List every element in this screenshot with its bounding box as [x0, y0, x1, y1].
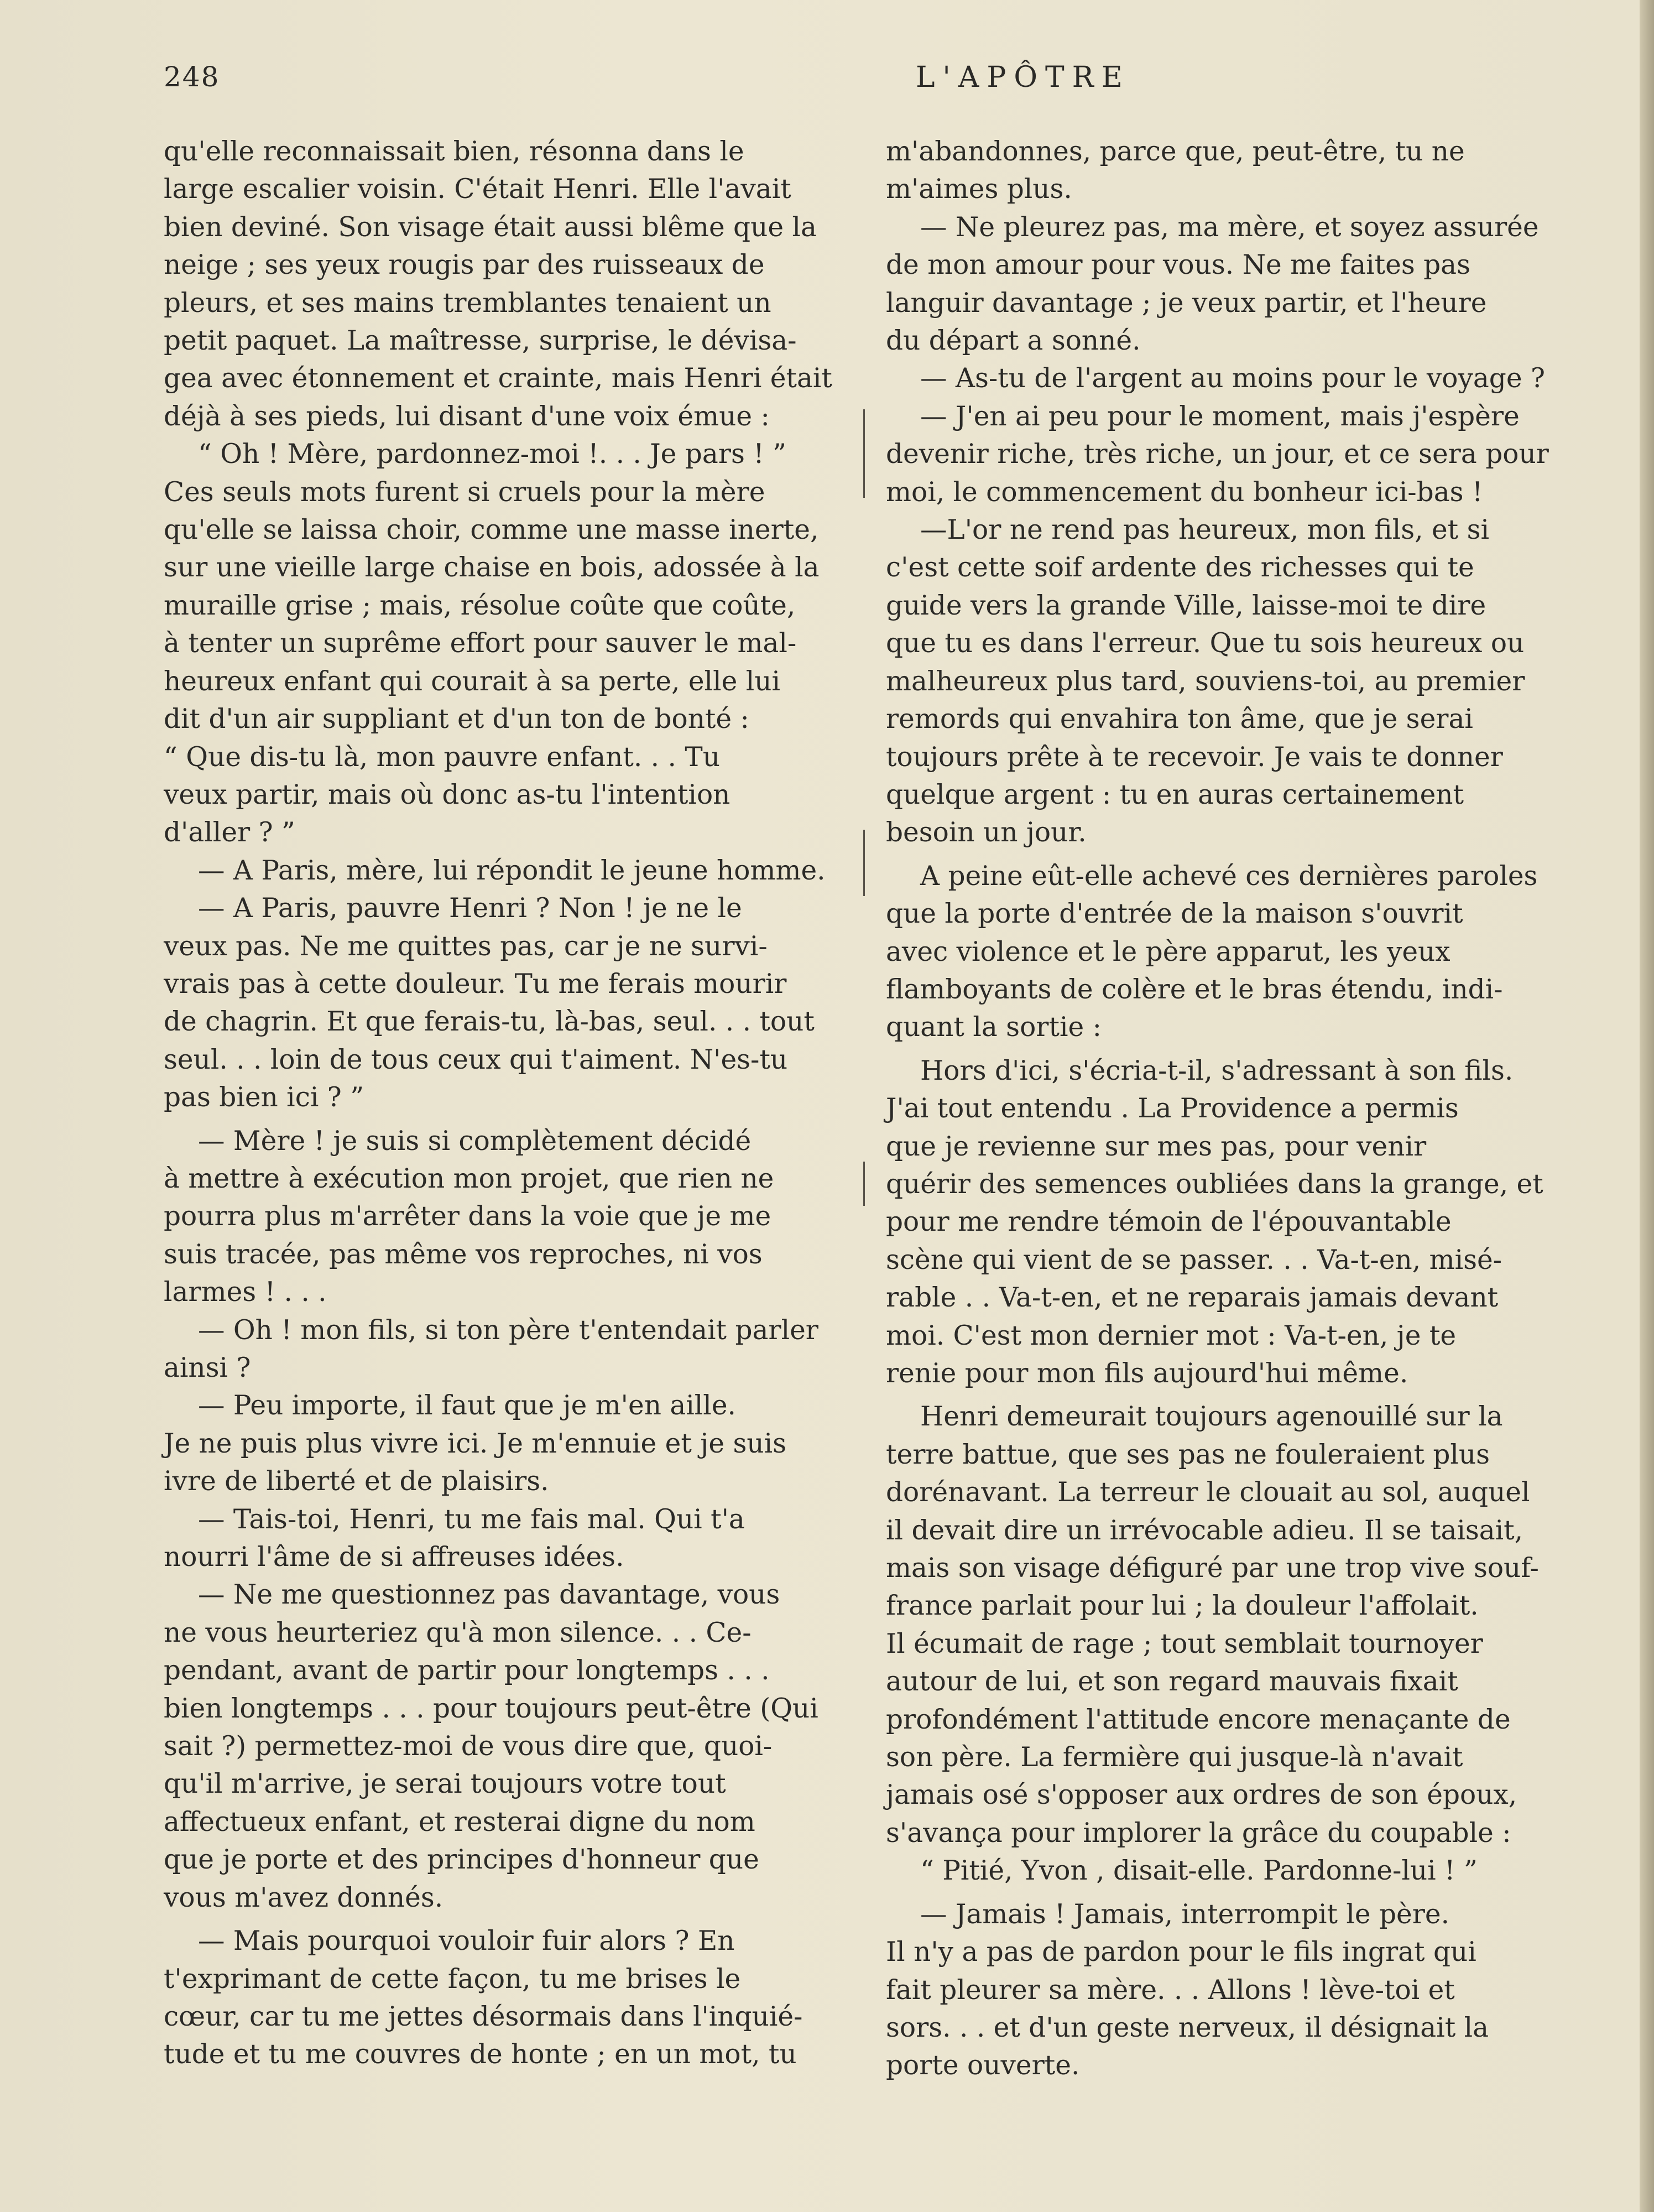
paragraph: qu'elle reconnaissait bien, résonna dans le large escalier voisin. C'était Henri. Elle l'avait bien deviné. Son visage était aussi blême que la neige ; ses yeux rougis par des ruisseaux de pleurs, et ses mains tremblantes tenaient un petit paquet. La maîtresse, surprise, le dévisa- gea avec étonnement et crainte, mais Henri était déjà à ses pieds, lui disant d'une voix émue : — [164, 136, 832, 432]
paragraph: — Peu importe, il faut que je m'en aille. Je ne puis plus vivre ici. Je m'ennuie et je suis ivre de liberté et de plaisirs. — [164, 1390, 786, 1497]
paragraph: — As-tu de l'argent au moins pour le voyage ? — [920, 363, 1545, 394]
paragraph: — Jamais ! Jamais, interrompit le père. Il n'y a pas de pardon pour le fils ingrat qui fait pleurer sa mère. . . Allons ! lève-toi et sors. . . et d'un geste nerveux, il désignait la porte ouverte. — [886, 1898, 1489, 2081]
paragraph: “ Pitié, Yvon , disait-elle. Pardonne-lui ! ” — [920, 1855, 1478, 1887]
paragraph: — Ne pleurez pas, ma mère, et soyez assurée de mon amour pour vous. Ne me faites pas languir davantage ; je veux partir, et l'heure du départ a sonné. — [886, 211, 1539, 357]
column-rule — [863, 830, 865, 896]
column-rule — [863, 1162, 865, 1206]
paragraph: — J'en ai peu pour le moment, mais j'espère devenir riche, très riche, un jour, et ce sera pour moi, le commencement du bonheur ici-bas ! — [886, 400, 1549, 508]
paragraph: “ Oh ! Mère, pardonnez-moi !. . . Je pars ! ” Ces seuls mots furent si cruels pour la mère qu'elle se laissa choir, comme une masse inerte, sur une vieille large chaise en bois, adossée à la muraille grise ; mais, résolue coûte que coûte, à tenter un suprême effort pour sauver le mal- heureux enfant qui courait à sa perte, elle lui dit d'un air suppliant et d'un ton de bonté : “ Que dis-tu là, mon pauvre enfant. . . Tu veux partir, mais où donc as-tu l'intention d'aller ? ” — [164, 439, 820, 849]
paragraph: A peine eût-elle achevé ces dernières paroles que la porte d'entrée de la maison s'ouvrit avec violence et le père apparut, les yeux flamboyants de colère et le bras étendu, indi- quant la sortie : — [886, 860, 1538, 1043]
paragraph: — A Paris, pauvre Henri ? Non ! je ne le veux pas. Ne me quittes pas, car je ne survi- vrais pas à cette douleur. Tu me ferais mourir de chagrin. Et que ferais-tu, là-bas, seul. . . tout seul. . . loin de tous ceux qui t'aiment. N'es-tu pas bien ici ? ” — [164, 893, 815, 1113]
page-edge-shadow — [1640, 0, 1654, 2212]
paragraph: m'abandonnes, parce que, peut-être, tu ne m'aimes plus. — [886, 136, 1465, 205]
page-number: 248 — [164, 61, 220, 93]
column-rule — [863, 409, 865, 498]
text-column-right — [886, 133, 1584, 2085]
paragraph: — A Paris, mère, lui répondit le jeune homme. — [198, 855, 826, 886]
paragraph: — Tais-toi, Henri, tu me fais mal. Qui t'a nourri l'âme de si affreuses idées. — [164, 1503, 745, 1573]
paragraph: — Oh ! mon fils, si ton père t'entendait parler ainsi ? — [164, 1314, 818, 1383]
text-column-left — [164, 133, 862, 2074]
page-header — [164, 61, 1574, 105]
paragraph: Henri demeurait toujours agenouillé sur la terre battue, que ses pas ne fouleraient plus dorénavant. La terreur le clouait au sol, auquel il devait dire un irrévocable adieu. Il se taisait, mais son visage défiguré par une trop vive souf- france parlait pour lui ; la douleur l'affolait. Il écumait de rage ; tout semblait tournoyer autour de lui, et son regard mauvais fixait profondément l'attitude encore menaçante de son père. La fermière qui jusque-là n'avait jamais osé s'opposer aux ordres de son époux, s'avança pour implorer la grâce du coupable : — [886, 1401, 1539, 1849]
paragraph: —L'or ne rend pas heureux, mon fils, et si c'est cette soif ardente des richesses qui te guide vers la grande Ville, laisse-moi te dire que tu es dans l'erreur. Que tu sois heureux ou malheureux plus tard, souviens-toi, au premier remords qui envahira ton âme, que je serai toujours prête à te recevoir. Je vais te donner quelque argent : tu en auras certainement besoin un jour. — [886, 514, 1525, 849]
running-title: L'APÔTRE — [916, 61, 1130, 94]
paragraph: — Mère ! je suis si complètement décidé à mettre à exécution mon projet, que rien ne pourra plus m'arrêter dans la voie que je me suis tracée, pas même vos reproches, ni vos larmes ! . . . — [164, 1125, 774, 1308]
paragraph: — Ne me questionnez pas davantage, vous ne vous heurteriez qu'à mon silence. . . Ce- pendant, avant de partir pour longtemps . . . bien longtemps . . . pour toujours peut-être (Qui sait ?) permettez-moi de vous dire que, quoi- qu'il m'arrive, je serai toujours votre tout affectueux enfant, et resterai digne du nom que je porte et des principes d'honneur que vous m'avez donnés. — [164, 1579, 818, 1913]
paragraph: — Mais pourquoi vouloir fuir alors ? En t'exprimant de cette façon, tu me brises le cœur, car tu me jettes désormais dans l'inquié- tude et tu me couvres de honte ; en un mot, tu — [164, 1925, 803, 2070]
paragraph: Hors d'ici, s'écria-t-il, s'adressant à son fils. J'ai tout entendu . La Providence a permis que je revienne sur mes pas, pour venir quérir des semences oubliées dans la grange, et pour me rendre témoin de l'épouvantable scène qui vient de se passer. . . Va-t-en, misé- rable . . Va-t-en, et ne reparais jamais devant moi. C'est mon dernier mot : Va-t-en, je te renie pour mon fils aujourd'hui même. — [886, 1055, 1543, 1389]
